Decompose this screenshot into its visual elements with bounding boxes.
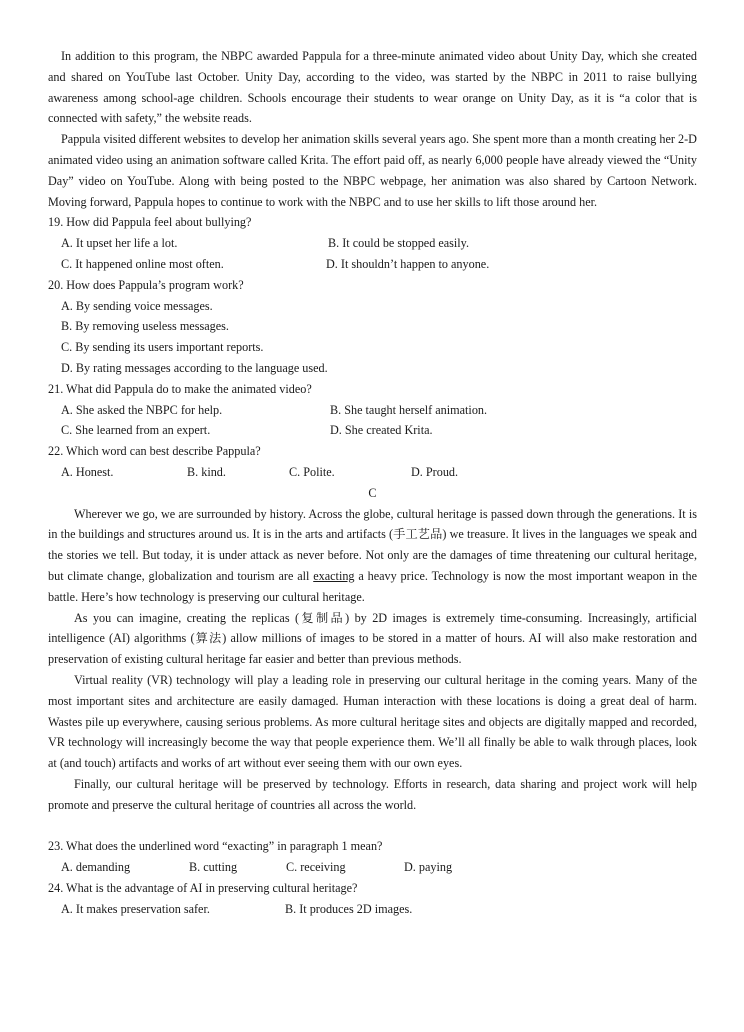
question-20-option-c <box>48 337 697 358</box>
question-21-option-a: A. She asked the NBPC for help. <box>61 402 223 417</box>
question-20-option-b <box>48 316 697 337</box>
question-22-option-c: C. Polite. <box>289 464 335 479</box>
question-19-option-c: C. It happened online most often. <box>61 256 224 271</box>
question-21-option-d: D. She created Krita. <box>330 423 433 438</box>
question-21-options-row-2 <box>48 420 697 441</box>
section-c-heading: C <box>368 485 377 500</box>
question-24-option-a: A. It makes preservation safer. <box>61 901 210 916</box>
question-20-option-b-text: B. By removing useless messages. <box>61 319 229 334</box>
passage-c-paragraph-4: Finally, our cultural heritage will be preserved by technology. Efforts in research, data sharing and project work will help promote and preserve the cultural heritage of countries all across the world. <box>48 776 697 812</box>
question-20-option-d <box>48 358 697 379</box>
question-23-stem: 23. What does the underlined word “exacting” in paragraph 1 mean? <box>48 839 383 854</box>
question-24-option-b: B. It produces 2D images. <box>285 901 413 916</box>
question-23-option-b: B. cutting <box>189 860 238 875</box>
question-24-options-row <box>48 899 697 920</box>
passage-c-paragraph-3: Virtual reality (VR) technology will play a leading role in preserving our cultural heritage in the coming years. Many of the most important sites and architecture are easily damaged. Human interaction with these locations is doing a great deal of harm. Wastes pile up everywhere, causing serious problems. As more cultural heritage sites and objects are digitally mapped and recorded, VR technology will increasingly become the way that people experience them. We’ll all finally be able to walk through places, look at (and touch) artifacts and works of art without ever seeing them with our own eyes. <box>48 672 697 771</box>
question-23-option-c: C. receiving <box>286 860 346 875</box>
question-21-stem: 21. What did Pappula do to make the animated video? <box>48 381 312 396</box>
underlined-word-exacting: exacting <box>313 568 355 583</box>
blank-line <box>48 815 697 836</box>
question-19-options-row-2 <box>48 254 697 275</box>
passage-c-paragraph-2: As you can imagine, creating the replicas (复制品) by 2D images is extremely time-consuming. Increasingly, artificial intelligence (AI) algorithms (算法) allow millions of images to be stored in a matter of hours. AI will also make restoration and preservation of existing cultural heritage far easier and better than previous methods. <box>48 610 697 667</box>
question-20-option-c-text: C. By sending its users important reports. <box>61 340 264 355</box>
question-19-stem: 19. How did Pappula feel about bullying? <box>48 215 252 230</box>
exam-page <box>48 46 697 919</box>
question-22-option-b: B. kind. <box>187 464 226 479</box>
passage-c-paragraph-1-end: a heavy price. Technology is now the most important weapon in the battle. Here’s how technology is preserving our cultural heritage. <box>48 568 698 604</box>
question-23-option-a: A. demanding <box>61 860 131 875</box>
question-19-options-row-1 <box>48 233 697 254</box>
question-22-option-d: D. Proud. <box>411 464 459 479</box>
question-23-options-row <box>48 857 697 878</box>
question-20-stem: 20. How does Pappula’s program work? <box>48 277 244 292</box>
question-19-option-a: A. It upset her life a lot. <box>61 236 178 251</box>
question-20-option-a <box>48 296 697 317</box>
passage-b-paragraph-1: In addition to this program, the NBPC awarded Pappula for a three-minute animated video about Unity Day, which she created and shared on YouTube last October. Unity Day, according to the video, was started by the NBPC in 2011 to raise bullying awareness among school-age children. Schools encourage their students to wear orange on Unity Day, as it is “a color that is connected with safety,” the website reads. <box>48 49 697 126</box>
question-19-option-b: B. It could be stopped easily. <box>328 236 470 251</box>
question-22-option-a: A. Honest. <box>61 464 114 479</box>
passage-c-paragraph-1 <box>48 504 697 608</box>
question-21-option-c: C. She learned from an expert. <box>61 423 211 438</box>
question-19-option-d: D. It shouldn’t happen to anyone. <box>326 256 490 271</box>
question-24-stem: 24. What is the advantage of AI in preserving cultural heritage? <box>48 880 358 895</box>
question-23-option-d: D. paying <box>404 860 453 875</box>
question-21-option-b: B. She taught herself animation. <box>330 402 488 417</box>
question-20-option-a-text: A. By sending voice messages. <box>61 298 213 313</box>
question-22-options-row <box>48 462 697 483</box>
question-21-options-row-1 <box>48 400 697 421</box>
passage-c-paragraph-1-start: Wherever we go, we are surrounded by history. Across the globe, cultural heritage is passed down through the generations. It is in the buildings and structures around us. It is in the arts and artifacts (手工艺品) we treasure. It lives in the languages we speak and the stories we tell. But today, it is under attack as never before. Not only are the damages of time threatening our cultural heritage, but climate change, globalization and tourism are all <box>48 506 697 583</box>
question-22-stem: 22. Which word can best describe Pappula? <box>48 444 261 459</box>
passage-b-paragraph-2: Pappula visited different websites to develop her animation skills several years ago. She spent more than a month creating her 2-D animated video using an animation software called Krita. The effort paid off, as nearly 6,000 people have already viewed the “Unity Day” video on YouTube. Along with being posted to the NBPC webpage, her animation was also shared by Cartoon Network. Moving forward, Pappula hopes to continue to work with the NBPC and to use her skills to lift those around her. <box>48 132 697 209</box>
question-20-option-d-text: D. By rating messages according to the language used. <box>61 360 328 375</box>
